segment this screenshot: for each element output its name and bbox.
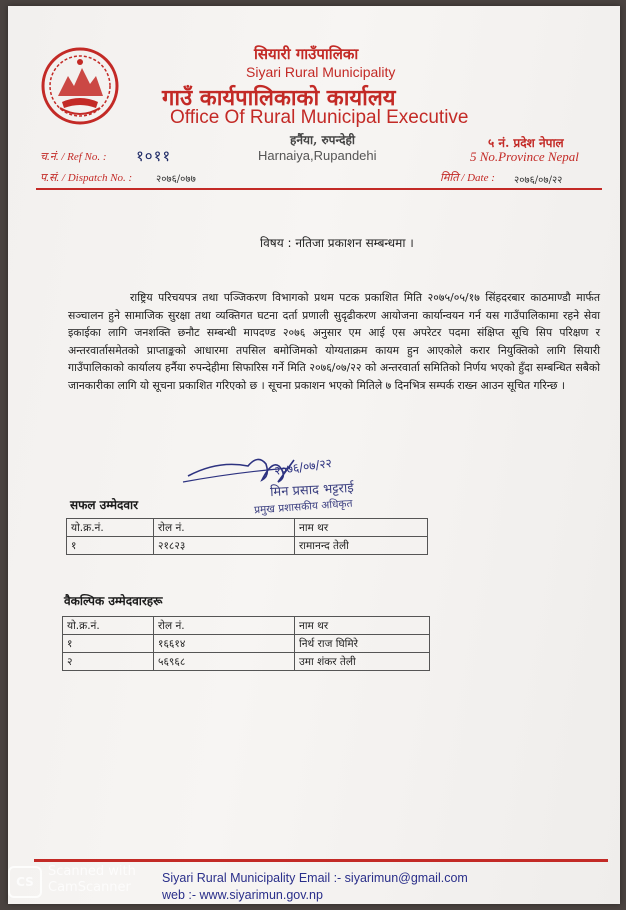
province-np: ५ नं. प्रदेश नेपाल xyxy=(488,136,564,150)
municipality-name-en: Siyari Rural Municipality xyxy=(246,64,396,80)
letter-page xyxy=(8,6,620,904)
cell-roll: ५६९६८ xyxy=(154,653,295,671)
date-value: २०७६/०७/२२ xyxy=(514,175,563,186)
successful-heading: सफल उम्मेदवार xyxy=(70,498,139,512)
footer-web: web :- www.siyarimun.gov.np xyxy=(162,888,323,902)
cell-roll: २१८२३ xyxy=(154,537,295,555)
ref-label: च.नं. / Ref No. : xyxy=(40,151,107,163)
cell-roll: १६६१४ xyxy=(154,635,295,653)
header-divider xyxy=(36,188,602,190)
address-en: Harnaiya,Rupandehi xyxy=(258,148,377,163)
signatory-name: मिन प्रसाद भट्टराई xyxy=(269,480,355,501)
province-en: 5 No.Province Nepal xyxy=(470,149,579,164)
cell-serial: १ xyxy=(67,537,154,555)
cell-name: निर्थ राज घिमिरे xyxy=(295,635,430,653)
municipality-name-np: सियारी गाउँपालिका xyxy=(254,45,359,63)
col-name: नाम थर xyxy=(295,617,430,635)
col-serial: यो.क्र.नं. xyxy=(67,519,154,537)
cell-serial: २ xyxy=(63,653,154,671)
subject-line: विषय : नतिजा प्रकाशन सम्बन्धमा । xyxy=(260,236,414,250)
camscanner-icon: CS xyxy=(8,866,42,898)
col-roll: रोल नं. xyxy=(154,617,295,635)
dispatch-value: २०७६/०७७ xyxy=(156,174,196,185)
nepal-emblem-icon xyxy=(40,46,120,126)
col-serial: यो.क्र.नं. xyxy=(63,617,154,635)
table-row xyxy=(67,537,428,555)
watermark-line2: CamScanner xyxy=(48,880,131,895)
alternate-table xyxy=(62,616,430,671)
table-row xyxy=(63,635,430,653)
scanner-watermark xyxy=(8,860,158,904)
table-header-row xyxy=(67,519,428,537)
alternate-heading: वैकल्पिक उम्मेदवारहरू xyxy=(64,594,163,608)
dispatch-label: प.सं. / Dispatch No. : xyxy=(40,172,133,184)
date-label: मिति / Date : xyxy=(440,172,495,184)
col-roll: रोल नं. xyxy=(154,519,295,537)
cell-serial: १ xyxy=(63,635,154,653)
ref-value: १०११ xyxy=(136,147,172,165)
cell-name: उमा शंकर तेली xyxy=(295,653,430,671)
office-title-np: गाउँ कार्यपालिकाको कार्यालय xyxy=(162,85,396,111)
table-header-row xyxy=(63,617,430,635)
signature-date: २०७६/०७/२२ xyxy=(273,456,333,478)
address-np: हर्नैया, रुपन्देही xyxy=(290,133,356,147)
successful-table xyxy=(66,518,428,555)
footer-contact: Siyari Rural Municipality Email :- siyarimun@gmail.com xyxy=(162,871,468,885)
watermark-line1: Scanned with xyxy=(48,864,136,879)
cell-name: रामानन्द तेली xyxy=(295,537,428,555)
table-row xyxy=(63,653,430,671)
signatory-title: प्रमुख प्रशासकीय अधिकृत xyxy=(253,497,353,517)
col-name: नाम थर xyxy=(295,519,428,537)
office-title-en: Office Of Rural Municipal Executive xyxy=(170,107,469,128)
notice-body: राष्ट्रिय परिचयपत्र तथा पञ्जिकरण विभागको प्रथम पटक प्रकाशित मिति २०७५/०५/१७ सिंहदरबार काठमाण्डौ मार्फत सञ्चालन हुने सामाजिक सुरक्षा तथा व्यक्तिगत घटना दर्ता प्रणाली सुदृढीकरण आयोजना कार्यान्वयन गर्न यस गाउँपालिकामा रहने सेवा इकाईका लागि जनशक्ति छनौट सम्बन्धी मापदण्ड २०७६ अनुसार एम आई एस अपरेटर पदमा संक्षिप्त सूचि सिप परिक्षण र अन्तरवार्तासमेतको प्राप्ताङ्कको आधारमा तपसिल बमोजिमको योग्यताक्रम कायम हुन आएकोले करार नियुक्तिको लागि सियारी गाउँपालिकाको कार्यालय हर्नैया रुपन्देहीमा सिफारिस गर्ने मिति २०७६/०७/२२ को अन्तरवार्ता समितिको निर्णय भएको हुँदा सम्बन्धित सबैको जानकारीका लागि यो सूचना प्रकाशित गरिएको छ । सूचना प्रकाशन भएको मितिले ७ दिनभित्र सम्पर्क राख्न आउन सूचित गरिन्छ । xyxy=(68,291,600,392)
